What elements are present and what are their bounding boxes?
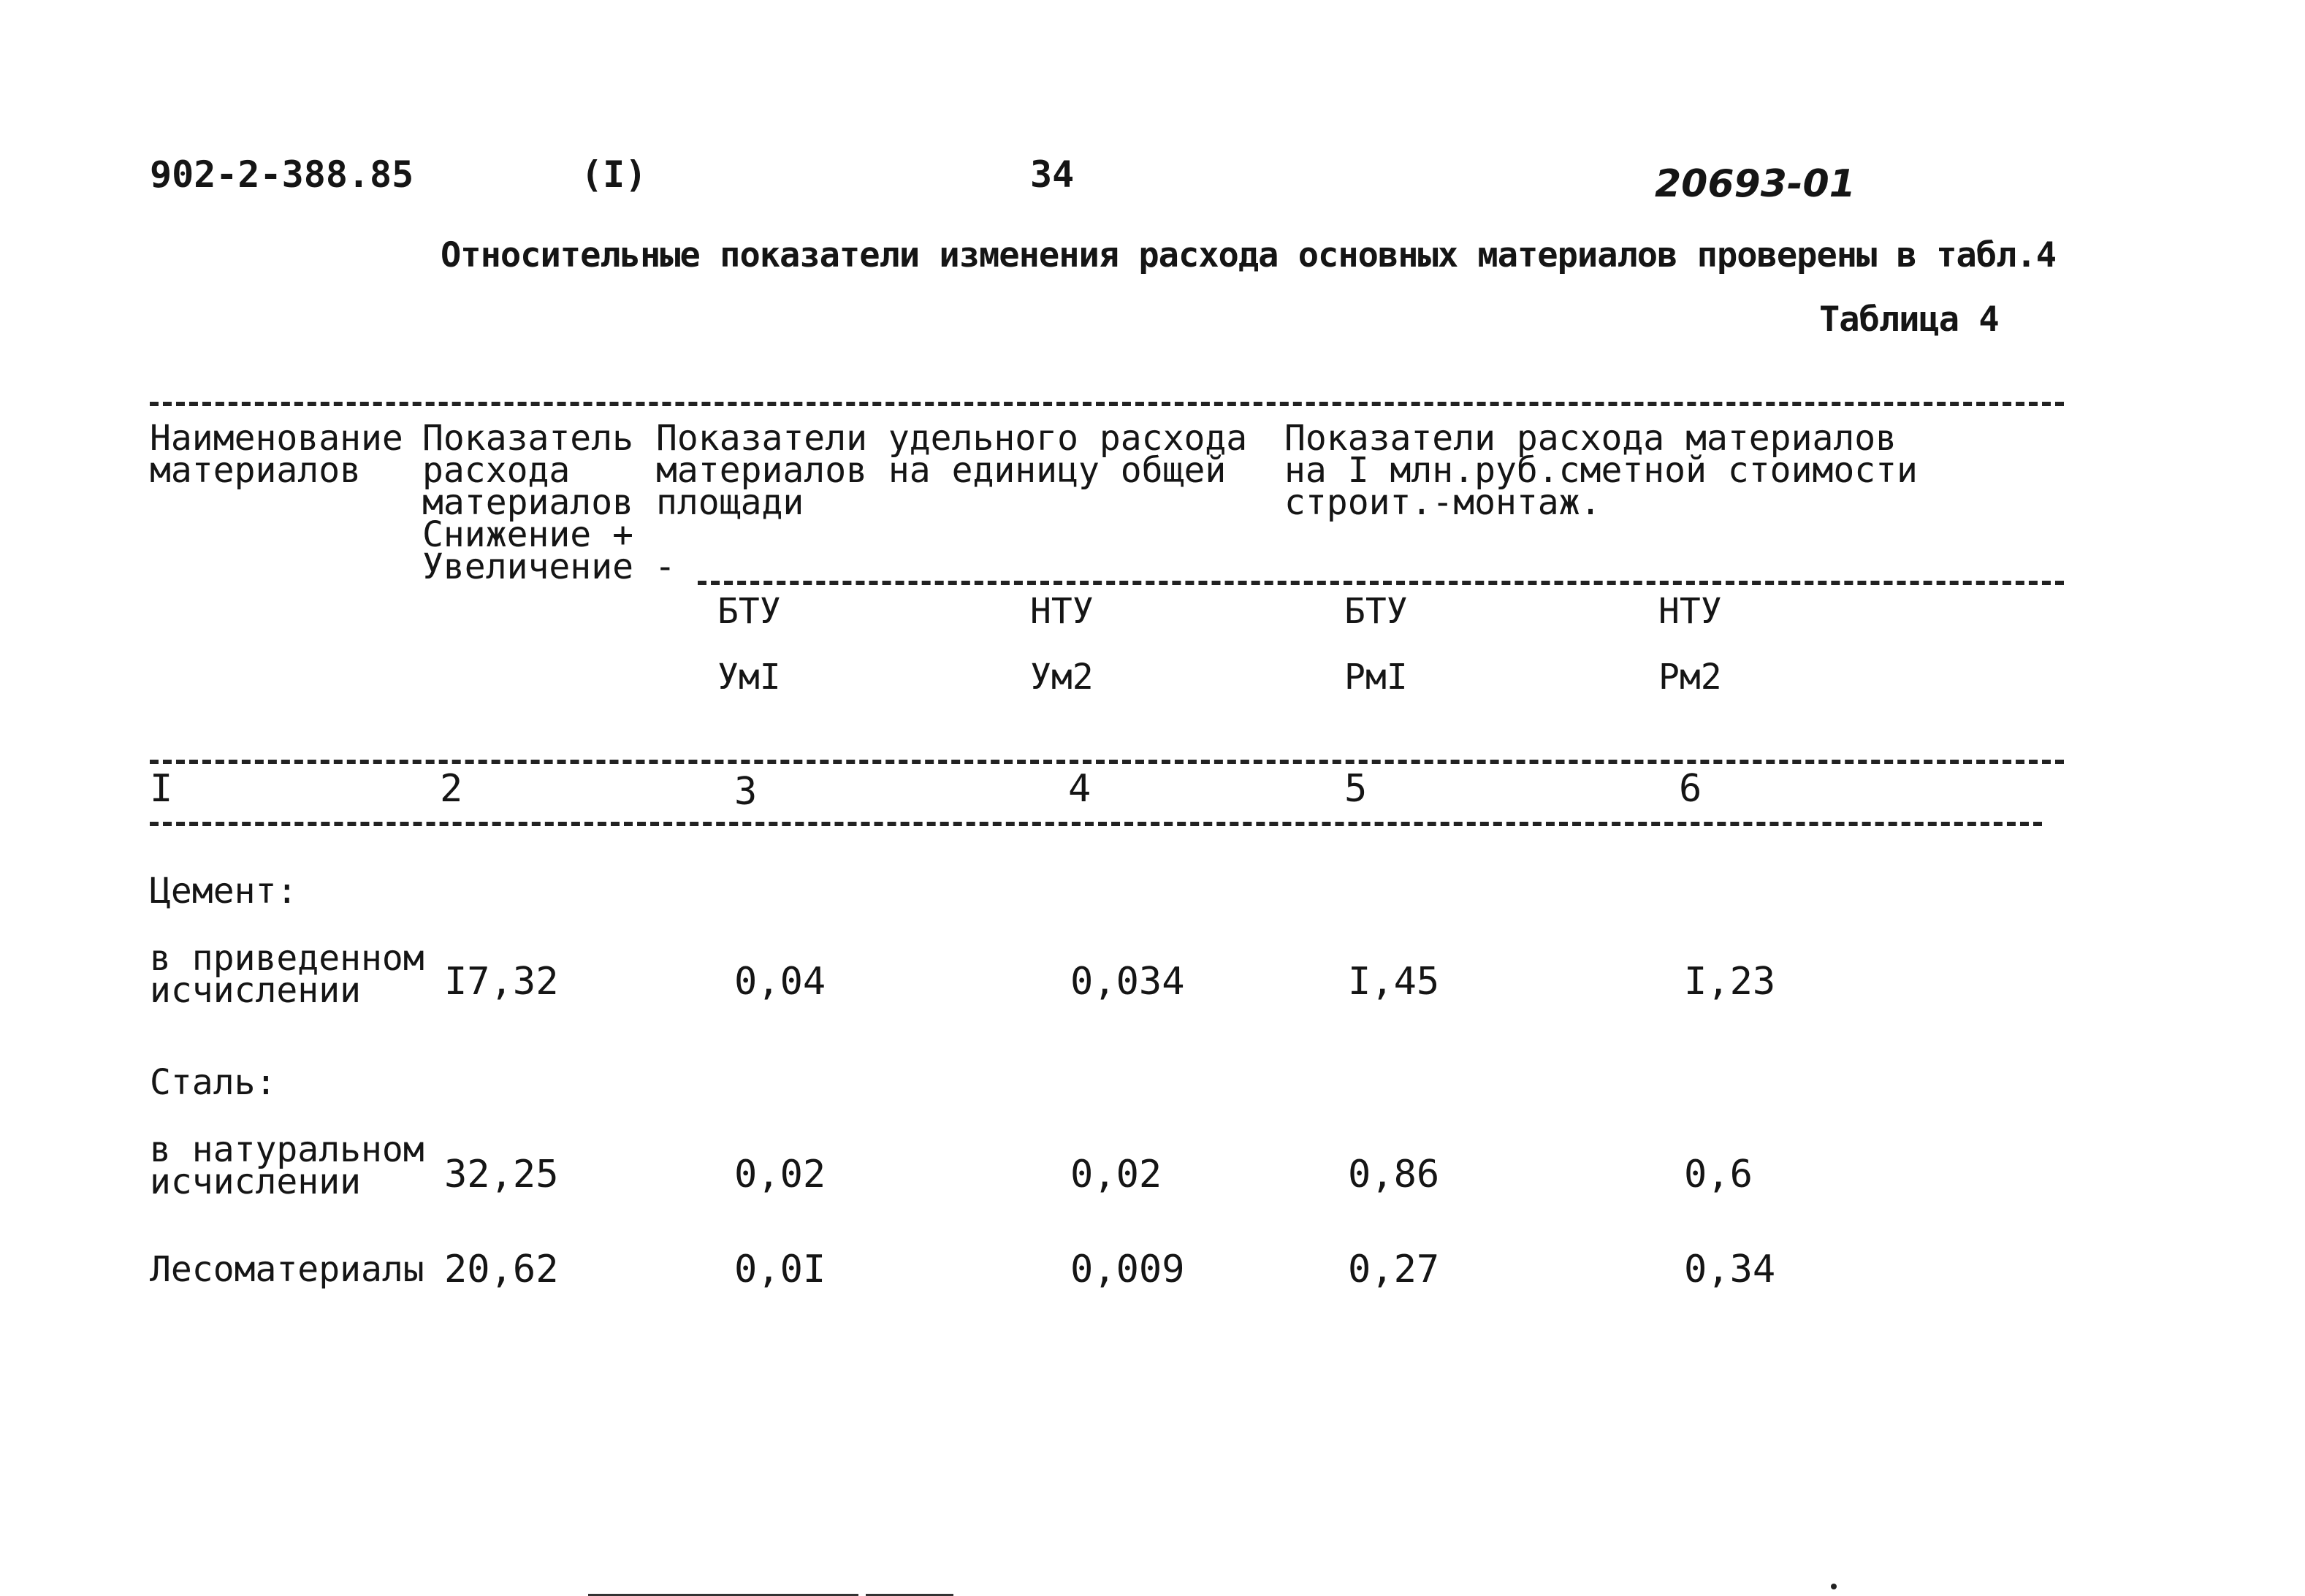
page-number: 34	[1030, 153, 1075, 196]
cell-steel-col3: 0,02	[734, 1153, 826, 1196]
subheader-col4-code: Ум2	[1030, 657, 1094, 698]
column-number-2: 2	[440, 767, 463, 811]
subheader-col3-name: БТУ	[717, 591, 781, 632]
subheader-col6-name: НТУ	[1658, 591, 1722, 632]
section-title-steel: Сталь:	[150, 1062, 277, 1103]
header-specific-consumption-group: Показатели удельного расхода материалов на единицу общей площади	[656, 418, 1248, 523]
table-top-rule	[150, 402, 2064, 406]
row-name-cement-reduced: в приведенном исчислении	[150, 938, 424, 1011]
row-name-timber: Лесоматериалы	[150, 1249, 424, 1290]
subheader-col3-code: УмI	[717, 657, 781, 698]
subheader-col5-code: РмI	[1344, 657, 1408, 698]
inventory-number: 20693-01	[1655, 162, 1856, 206]
cell-timber-col6: 0,34	[1684, 1248, 1776, 1291]
part-number: (I)	[581, 153, 647, 196]
header-material-name: Наименование материалов	[150, 418, 403, 491]
cell-timber-col3: 0,0I	[734, 1248, 826, 1291]
intro-text: Относительные показатели изменения расхода основных материалов проверены в табл.4	[441, 235, 2057, 275]
header-consumption-indicator: Показатель расхода материалов Снижение + Увеличение -	[422, 418, 676, 587]
column-number-1: I	[150, 767, 173, 811]
cell-timber-col5: 0,27	[1348, 1248, 1440, 1291]
column-number-6: 6	[1679, 767, 1702, 811]
cell-cement-col5: I,45	[1348, 960, 1440, 1004]
cell-cement-col6: I,23	[1684, 960, 1776, 1004]
subheader-col6-code: Рм2	[1658, 657, 1722, 698]
subheader-col5-name: БТУ	[1344, 591, 1408, 632]
column-numbers-bottom-rule	[150, 822, 2042, 826]
subheader-col4-name: НТУ	[1030, 591, 1094, 632]
cell-steel-col2: 32,25	[444, 1153, 559, 1196]
scan-speck	[1831, 1584, 1837, 1589]
cell-steel-col4: 0,02	[1070, 1153, 1162, 1196]
cell-timber-col4: 0,009	[1070, 1248, 1185, 1291]
column-number-5: 5	[1344, 767, 1368, 811]
section-title-cement: Цемент:	[150, 871, 298, 912]
cell-steel-col5: 0,86	[1348, 1153, 1440, 1196]
cell-timber-col2: 20,62	[444, 1248, 559, 1291]
cell-cement-col3: 0,04	[734, 960, 826, 1004]
header-cost-consumption-group: Показатели расхода материалов на I млн.руб.сметной стоимости строит.-монтаж.	[1284, 418, 1918, 523]
cell-cement-col2: I7,32	[444, 960, 559, 1004]
row-name-steel-natural: в натуральном исчислении	[150, 1129, 424, 1202]
column-number-3: 3	[734, 770, 758, 814]
cell-steel-col6: 0,6	[1684, 1153, 1753, 1196]
table-title: Таблица 4	[1819, 299, 1999, 340]
column-numbers-top-rule	[150, 760, 2064, 764]
cell-cement-col4: 0,034	[1070, 960, 1185, 1004]
group-header-rule	[698, 581, 2064, 585]
column-number-4: 4	[1068, 767, 1091, 811]
doc-code: 902-2-388.85	[150, 153, 414, 196]
